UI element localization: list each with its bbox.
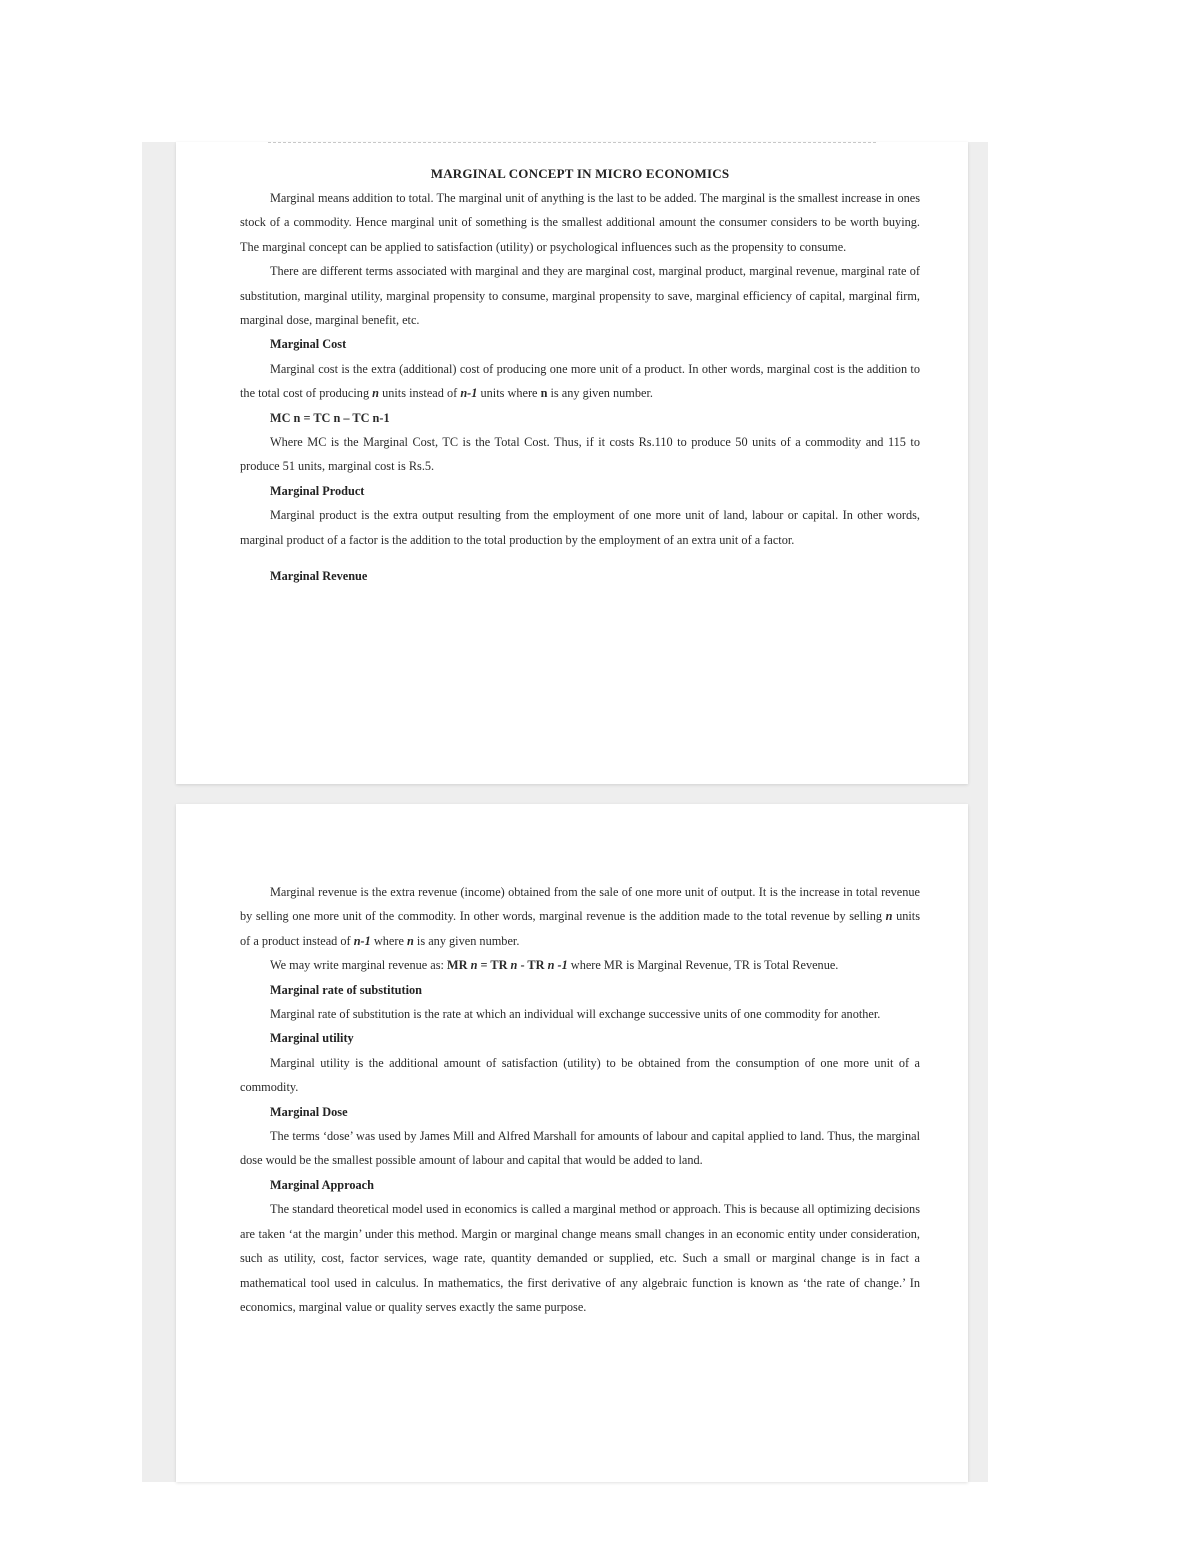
paragraph-marginal-revenue: Marginal revenue is the extra revenue (income) obtained from the sale of one more unit of output. It is the increase in total revenue by selling one more unit of the commodity. In other words, marginal revenue is the addition made to the total revenue by selling n units of a product instead of n-1 where n is any given number.	[240, 885, 921, 948]
page-2	[176, 804, 968, 1482]
paragraph-intro: Marginal means addition to total. The marginal unit of anything is the last to be added. The marginal is the smallest increase in ones stock of a commodity. Hence marginal unit of something is the smallest additional amount the consumer considers to be worth buying. The marginal concept can be applied to satisfaction (utility) or psychological influences such as the propensity to consume.	[240, 191, 920, 254]
paragraph-marginal-product: Marginal product is the extra output resulting from the employment of one more unit of land, labour or capital. In other words, marginal product of a factor is the addition to the total production by the employment of an extra unit of a factor.	[240, 508, 920, 547]
heading-marginal-cost: Marginal Cost	[270, 337, 347, 352]
page-top-rule	[268, 142, 876, 143]
heading-marginal-product: Marginal Product	[270, 483, 365, 498]
heading-marginal-dose: Marginal Dose	[270, 1104, 348, 1119]
heading-marginal-rate-of-substitution: Marginal rate of substitution	[270, 982, 422, 997]
page-1	[176, 142, 968, 784]
paragraph-marginal-approach: The standard theoretical model used in economics is called a marginal method or approach. This is because all optimizing decisions are taken ‘at the margin’ under this method. Margin or marginal change means small changes in an economic entity under consideration, such as utility, cost, factor services, wage rate, quantity demanded or supplied, etc. Such a small or marginal change is in fact a mathematical tool used in calculus. In mathematics, the first derivative of any algebraic function is known as ‘the rate of change.’ In economics, marginal value or quality serves exactly the same purpose.	[240, 1202, 920, 1314]
paragraph-terms: There are different terms associated with marginal and they are marginal cost, marginal product, marginal revenue, marginal rate of substitution, marginal utility, marginal propensity to consume, marginal propensity to save, marginal efficiency of capital, marginal firm, marginal dose, marginal benefit, etc.	[240, 264, 920, 328]
paragraph-marginal-utility: Marginal utility is the additional amount of satisfaction (utility) to be obtained from the consumption of one more unit of a commodity.	[240, 1055, 920, 1095]
page-1-content	[240, 166, 920, 589]
heading-marginal-revenue: Marginal Revenue	[270, 569, 368, 584]
formula-marginal-cost: MC n = TC n – TC n-1	[270, 410, 390, 425]
paragraph-marginal-dose: The terms ‘dose’ was used by James Mill and Alfred Marshall for amounts of labour and capital applied to land. Thus, the marginal dose would be the smallest possible amount of labour and capital that would be added to land.	[240, 1129, 920, 1168]
heading-marginal-utility: Marginal utility	[270, 1031, 354, 1046]
document-viewer[interactable]	[142, 142, 988, 1482]
paragraph-mc-example: Where MC is the Marginal Cost, TC is the Total Cost. Thus, if it costs Rs.110 to produce 50 units of a commodity and 115 to produce 51 units, marginal cost is Rs.5.	[240, 435, 920, 474]
heading-marginal-approach: Marginal Approach	[270, 1177, 374, 1192]
document-title: MARGINAL CONCEPT IN MICRO ECONOMICS	[430, 166, 730, 181]
paragraph-marginal-rate-of-substitution: Marginal rate of substitution is the rate at which an individual will exchange successive units of one commodity for another.	[270, 1007, 881, 1022]
page-2-content	[240, 880, 920, 1319]
paragraph-marginal-cost: Marginal cost is the extra (additional) cost of producing one more unit of a product. In other words, marginal cost is the addition to the total cost of producing n units instead of n-1 units where n is any given number.	[240, 361, 920, 401]
paragraph-mr-formula: We may write marginal revenue as: MR n = TR n - TR n -1 where MR is Marginal Revenue, TR is Total Revenue.	[270, 958, 839, 973]
